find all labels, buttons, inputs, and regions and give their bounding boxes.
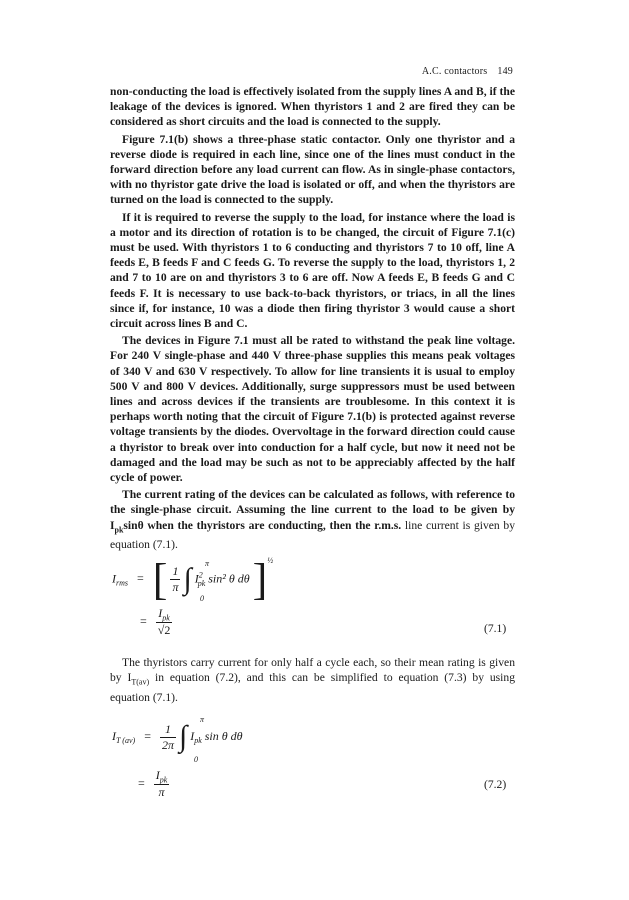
eq1-upper-limit: π [205,559,210,568]
eq2-line2-num-sub: pk [159,775,168,785]
eq1-line2-fraction [156,606,173,638]
eq1-line2-equals: = [140,613,147,628]
paragraph-6-pre: The thyristors carry current for only half a cycle each, so their mean rating is given by I [110,656,515,685]
eq1-power: ½ [267,556,274,566]
eq1-fraction [170,564,180,595]
eq2-integrand-sub: pk [194,736,202,746]
eq1-integrand-sub: pk [197,578,206,588]
paragraph-5 [110,487,515,552]
paragraph-6-post: in equation (7.2), and this can be simplified to equation (7.3) by using equation (7.1). [110,671,516,704]
eq1-lhs: I [112,571,116,586]
eq2-fraction [160,722,176,753]
eq2-line2-den: π [158,785,165,800]
eq2-equals: = [144,728,151,743]
left-bracket-icon: [ [152,555,168,604]
integral-icon: ∫ [183,562,192,596]
eq2-line2-num-text: I [155,768,160,782]
paragraph-3: If it is required to reverse the supply to the load, for instance where the load is a motor and its direction of rotation is to be changed, the circuit of Figure 7.1(c) must be used. With thyristors 1 to 6 conducting and thyristors 7 to 10 off, line A feeds E, B feeds F and C feeds G. To reverse the supply to the load, thyristors 1, 2 and 7 to 10 are on and thyristors 3 to 6 are off. Now A feeds E, B feeds G and C feeds F. It is necessary to use back-to-back thyristors, or triacs, in all the lines since if, for instance, 10 was a diode then firing thyristor 3 would cause a short circuit across lines B and C. [110,210,515,331]
paragraph-5-light: line current is given by equation (7.1). [110,518,515,552]
eq2-lhs-sub: T (av) [116,736,136,746]
eq1-equals: = [137,571,144,586]
equation-number-7-1: (7.1) [484,622,507,635]
eq1-lower-limit: 0 [200,594,204,603]
eq2-lhs: I [112,728,116,743]
body-text-lower [110,655,515,707]
body-text [110,84,515,554]
paragraph-4: The devices in Figure 7.1 must all be rated to withstand the peak line voltage. For 240 V single-phase and 440 V three-phase supplies this means peak voltages of 340 V and 630 V respectively. To allow for line transients it is usual to employ 500 V and 800 V devices. Additionally, surge suppressors must be used between lines and across devices if the transients are troublesome. In this context it is perhaps worth noting that the circuit of Figure 7.1(b) is protected against reverse voltage transients by the diodes. Overvoltage in the forward direction could cause a thyristor to break over into conduction for a half cycle, but now it need not be damaged and the load may be such as not to be appreciably affected by the half cycle of power. [110,334,515,485]
paragraph-6 [110,655,515,705]
eq1-line2-num-text: I [158,606,163,620]
paragraph-5-tail: sinθ when the thyristors are conducting, then the r.m.s. [123,518,402,532]
eq1-integrand-tail: sin² θ dθ [205,571,250,586]
equation-7-2-line-2 [138,768,169,800]
paragraph-1: non-conducting the load is effectively isolated from the supply lines A and B, if the leakage of the devices is ignored. When thyristors 1 and 2 are fired they can be considered as short circuits and the load is connected to the supply. [110,85,515,129]
right-bracket-icon: ] [252,555,268,604]
eq1-frac-num: 1 [170,564,180,580]
eq2-frac-num: 1 [160,722,176,738]
eq2-lower-limit: 0 [194,755,198,764]
eq2-upper-limit: π [200,715,205,724]
paragraph-5-bold: The current rating of the devices can be calculated as follows, with reference to the single-phase circuit. Assuming the line current to the load to be given by I [110,488,515,532]
eq1-lhs-sub: rms [116,578,129,588]
integral-icon: ∫ [178,720,188,753]
running-head [422,66,513,77]
eq2-line2-equals: = [138,775,145,790]
eq2-line2-fraction [154,768,170,800]
eq1-integrand: I [194,571,199,586]
eq2-integrand: I [190,728,195,743]
equation-7-1-line-2 [140,606,172,638]
paragraph-2: Figure 7.1(b) shows a three-phase static contactor. Only one thyristor and a reverse diode is required in each line, since one of the lines must conduct in the forward direction before any load current can flow. As in single-phase contactors, with no thyristor gate drive the load is isolated or off, and when the thyristors are turned on the load is connected to the supply. [110,132,515,207]
eq1-line2-num [156,606,173,623]
eq1-integrand-sup: 2 [198,570,203,580]
equation-7-2-line-1 [112,720,243,754]
eq2-integrand-tail: sin θ dθ [201,728,243,743]
paragraph-5-sub: pk [114,525,124,534]
eq1-line2-den: √2 [157,623,171,638]
equation-7-1-line-1 [112,554,273,605]
paragraph-6-sub: T(av) [131,677,150,687]
eq1-line2-num-sub: pk [162,613,170,623]
eq2-frac-den: 2π [161,737,174,752]
eq1-frac-den: π [172,580,179,594]
page-number: 149 [497,66,513,77]
eq2-line2-num [154,768,170,785]
chapter-title: A.C. contactors [421,66,488,77]
equation-number-7-2: (7.2) [484,778,507,791]
